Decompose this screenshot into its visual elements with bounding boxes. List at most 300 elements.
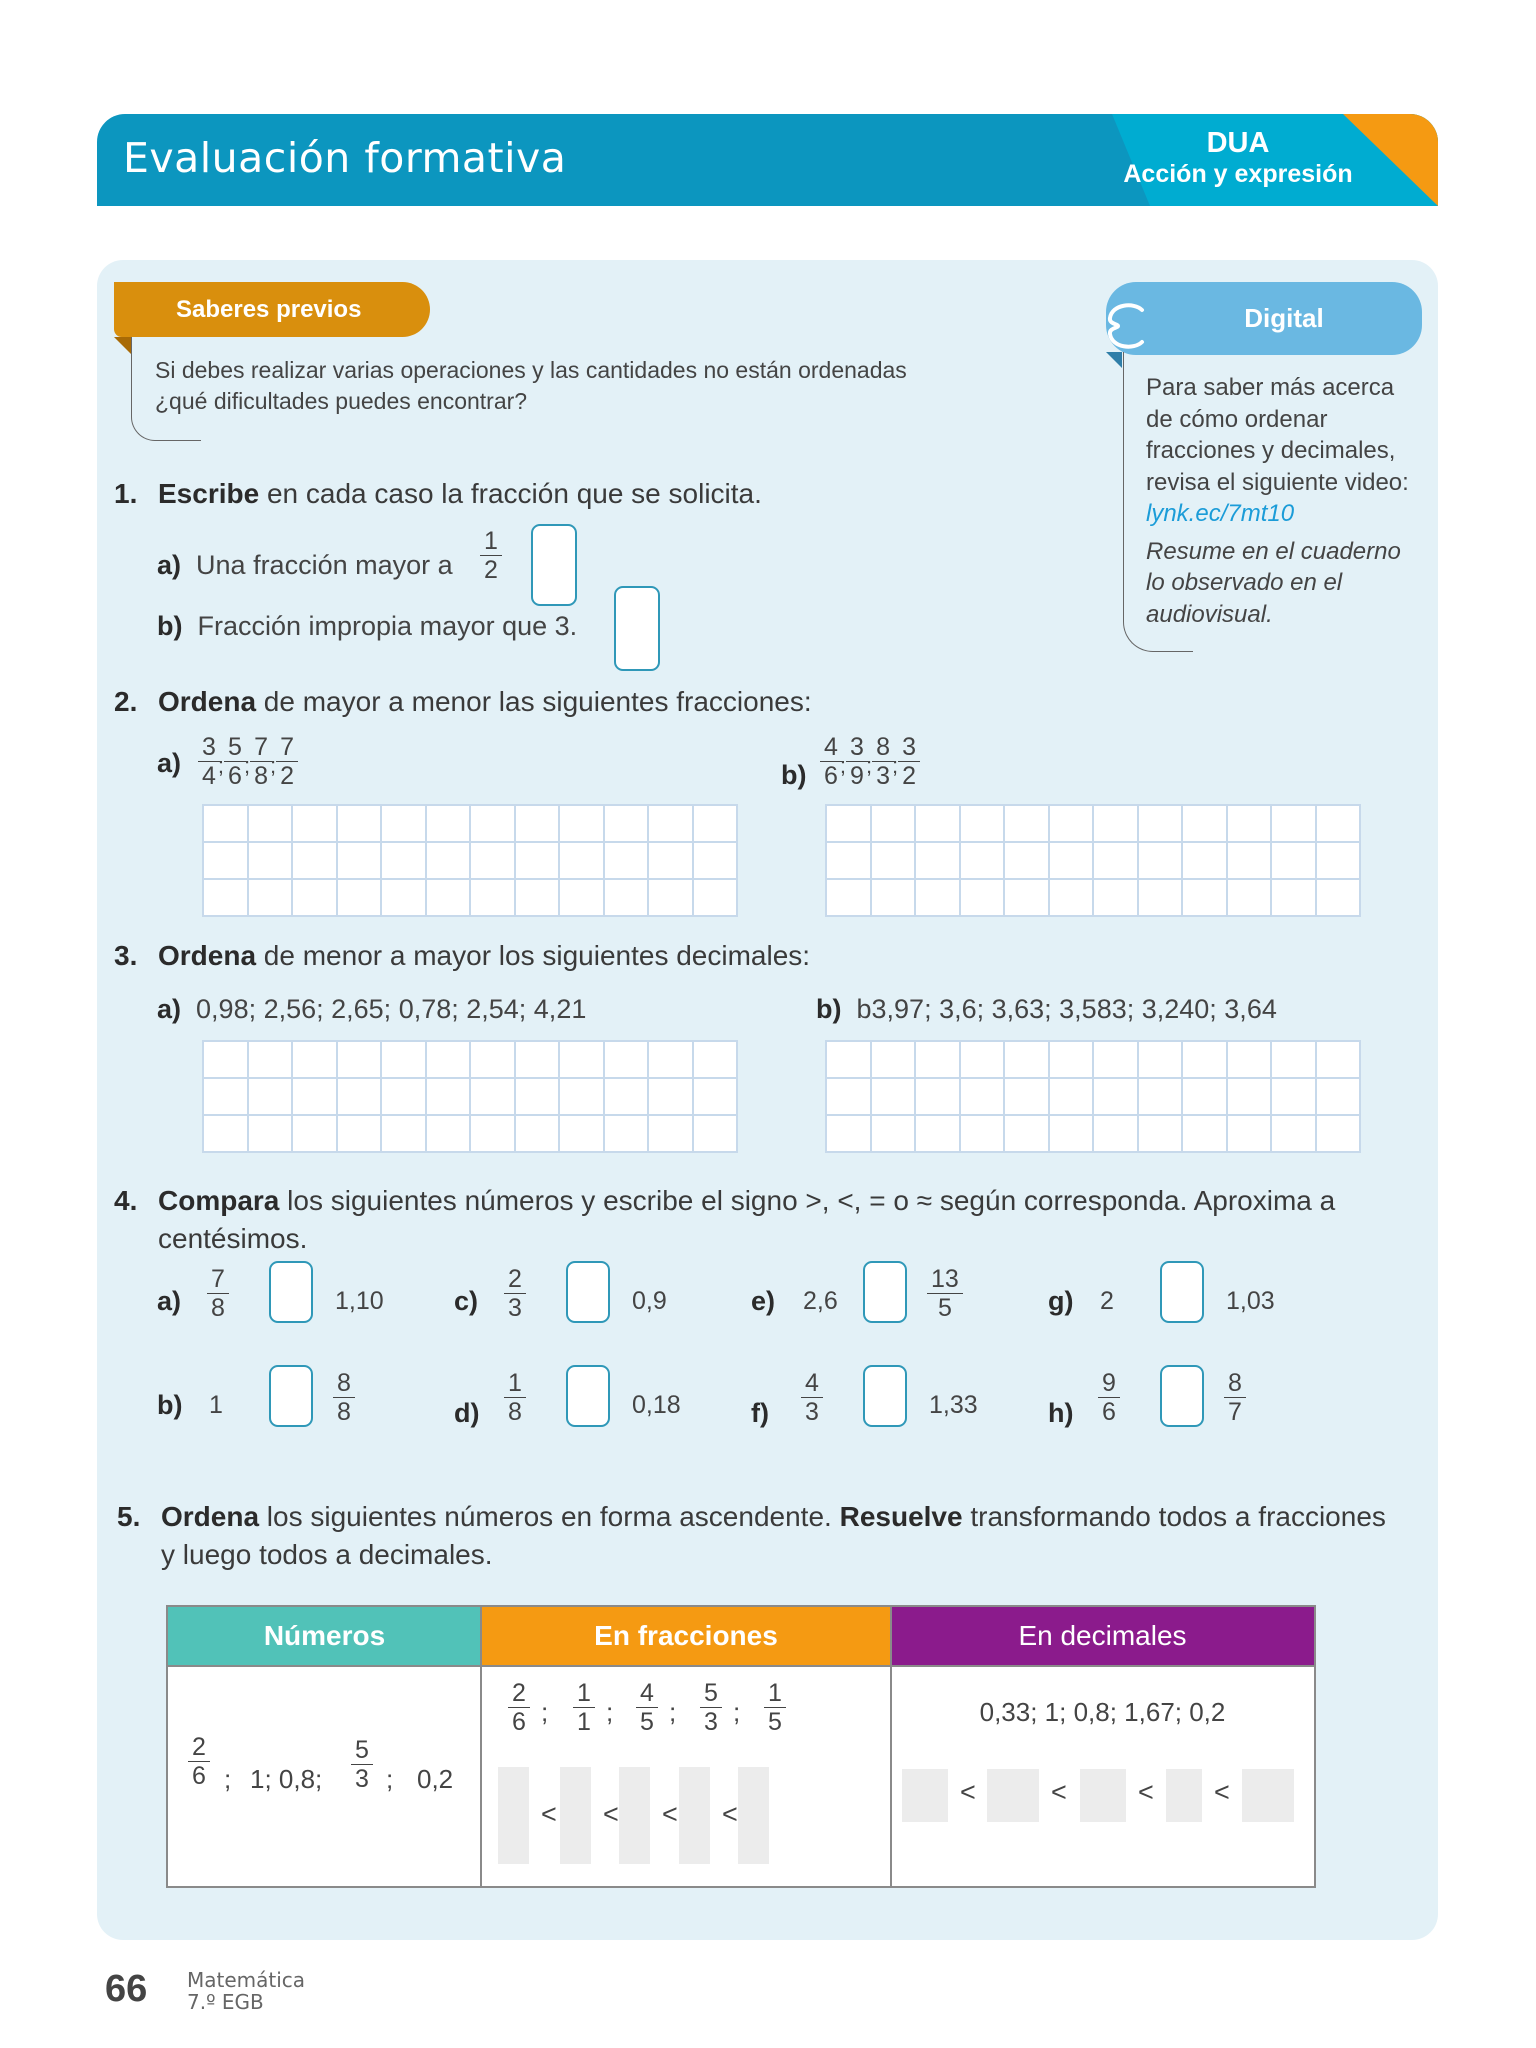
grid-cell[interactable]: [471, 1116, 514, 1151]
grid-cell[interactable]: [1050, 1042, 1093, 1077]
grid-cell[interactable]: [827, 806, 870, 841]
grid-cell[interactable]: [427, 880, 470, 915]
grid-cell[interactable]: [605, 1042, 648, 1077]
grid-cell[interactable]: [1094, 1042, 1137, 1077]
grid-cell[interactable]: [694, 843, 737, 878]
grid-cell[interactable]: [338, 843, 381, 878]
fraction: [504, 1265, 526, 1322]
grid-cell[interactable]: [1272, 843, 1315, 878]
grid-cell[interactable]: [204, 1116, 247, 1151]
grid-cell[interactable]: [872, 806, 915, 841]
dua-label: DUA: [1206, 127, 1270, 159]
numerator: 3: [846, 733, 868, 762]
denominator: 2: [280, 762, 294, 790]
grid-cell[interactable]: [249, 806, 292, 841]
question-5: 5. Ordena los siguientes números en forma ascendente. Resuelve transformando todos a fracciones y luego todos a decimales.: [117, 1501, 1386, 1570]
grid-cell[interactable]: [1050, 1079, 1093, 1114]
answer-slot[interactable]: [560, 1767, 591, 1864]
grid-cell[interactable]: [1005, 1042, 1048, 1077]
answer-slot[interactable]: [1080, 1769, 1126, 1822]
separator: ;: [541, 1697, 549, 1727]
grid-cell[interactable]: [471, 1042, 514, 1077]
grid-cell[interactable]: [872, 1079, 915, 1114]
grid-cell[interactable]: [293, 1116, 336, 1151]
numeros-middle: 1; 0,8;: [250, 1764, 323, 1794]
grid-cell[interactable]: [827, 1042, 870, 1077]
grid-cell[interactable]: [471, 880, 514, 915]
grid-cell[interactable]: [471, 843, 514, 878]
grid-cell[interactable]: [827, 843, 870, 878]
q3-item-b: b) b3,97; 3,6; 3,63; 3,583; 3,240; 3,64: [816, 994, 1277, 1024]
answer-grid[interactable]: [825, 1040, 1361, 1153]
right-value: 1,03: [1226, 1287, 1275, 1315]
separator: ;: [865, 752, 873, 778]
grid-cell[interactable]: [338, 1116, 381, 1151]
answer-slot[interactable]: [902, 1769, 948, 1822]
divider: [168, 1665, 1314, 1667]
denominator: 3: [704, 1708, 718, 1736]
denominator: 6: [1102, 1398, 1116, 1426]
grid-cell[interactable]: [1005, 806, 1048, 841]
grid-cell[interactable]: [1050, 880, 1093, 915]
numerator: 9: [1098, 1369, 1120, 1398]
grid-cell[interactable]: [560, 880, 603, 915]
grid-cell[interactable]: [1139, 843, 1182, 878]
fraction: [801, 1369, 823, 1426]
numerator: 2: [504, 1265, 526, 1294]
grid-cell[interactable]: [1005, 1079, 1048, 1114]
right-value: 0,9: [632, 1287, 667, 1315]
answer-slot[interactable]: [1166, 1769, 1202, 1822]
numeros-last: 0,2: [417, 1764, 454, 1794]
grid-cell[interactable]: [1094, 880, 1137, 915]
grid-cell[interactable]: [516, 806, 559, 841]
separator: ;: [839, 752, 847, 778]
denominator: 5: [640, 1708, 654, 1736]
digital-text: Para saber más acerca de cómo ordenar fracciones y decimales, revisa el siguiente video:: [1146, 374, 1409, 496]
grid-cell[interactable]: [961, 880, 1004, 915]
grid-cell[interactable]: [516, 1042, 559, 1077]
grid-cell[interactable]: [293, 1079, 336, 1114]
grid-cell[interactable]: [916, 1079, 959, 1114]
grid-cell[interactable]: [694, 880, 737, 915]
answer-grid[interactable]: [202, 804, 738, 917]
item-label: b): [157, 1390, 183, 1420]
grid-cell[interactable]: [382, 843, 425, 878]
grid-cell[interactable]: [560, 1042, 603, 1077]
answer-grid[interactable]: [202, 1040, 738, 1153]
grid-cell[interactable]: [649, 1079, 692, 1114]
numerator: 1: [764, 1679, 786, 1708]
grid-cell[interactable]: [560, 806, 603, 841]
saberes-previos-text: Si debes realizar varias operaciones y las cantidades no están ordenadas ¿qué dificultades puedes encontrar?: [155, 357, 907, 414]
grid-cell[interactable]: [382, 1079, 425, 1114]
numerator: 3: [198, 733, 220, 762]
grid-cell[interactable]: [916, 880, 959, 915]
header-numeros: Números: [168, 1607, 481, 1665]
grid-cell[interactable]: [516, 1116, 559, 1151]
numerator: 8: [872, 733, 894, 762]
less-than-sign: <: [603, 1799, 619, 1829]
denominator: 9: [850, 762, 864, 790]
grid-cell[interactable]: [1094, 1116, 1137, 1151]
grid-cell[interactable]: [1094, 806, 1137, 841]
grid-cell[interactable]: [1050, 1116, 1093, 1151]
grid-cell[interactable]: [1050, 843, 1093, 878]
saberes-previos-tab: Saberes previos: [114, 282, 430, 337]
grid-cell[interactable]: [1272, 1116, 1315, 1151]
tab-fold: [1106, 352, 1122, 368]
grid-cell[interactable]: [338, 1079, 381, 1114]
grid-cell[interactable]: [427, 806, 470, 841]
ordering-table: [166, 1605, 1316, 1888]
grid-cell[interactable]: [961, 1079, 1004, 1114]
grid-cell[interactable]: [1228, 806, 1271, 841]
grid-cell[interactable]: [1183, 1042, 1226, 1077]
separator: ;: [733, 1697, 741, 1727]
dua-badge: [1118, 127, 1358, 189]
compare-item: [157, 1258, 447, 1348]
question-1: 1. Escribe en cada caso la fracción que se solicita.: [114, 478, 762, 509]
grid-cell[interactable]: [427, 843, 470, 878]
compare-answer-box[interactable]: [1160, 1261, 1204, 1323]
compare-item: [454, 1258, 744, 1348]
denominator: 8: [211, 1294, 225, 1322]
q2-fractions-a: [198, 733, 298, 790]
answer-slot[interactable]: [679, 1767, 710, 1864]
grid-cell[interactable]: [204, 1079, 247, 1114]
separator: ;: [891, 752, 899, 778]
subject-info: Matemática 7.º EGB: [187, 1968, 306, 2014]
denominator: 4: [202, 762, 216, 790]
item-label: g): [1048, 1286, 1074, 1316]
compare-item: [157, 1362, 447, 1452]
grid-cell[interactable]: [649, 1116, 692, 1151]
grid-cell[interactable]: [293, 880, 336, 915]
denominator: 5: [768, 1708, 782, 1736]
grid-cell[interactable]: [872, 1116, 915, 1151]
fraction: [636, 1679, 658, 1736]
q2-fractions-b: [820, 733, 920, 790]
grid-cell[interactable]: [471, 806, 514, 841]
grid-cell[interactable]: [694, 1116, 737, 1151]
grid-cell[interactable]: [1139, 1116, 1182, 1151]
numerator: 5: [700, 1679, 722, 1708]
fraction: $\frac{5}{3}$: [351, 1736, 373, 1793]
grid-cell[interactable]: [338, 1042, 381, 1077]
answer-slot[interactable]: [619, 1767, 650, 1864]
grid-cell[interactable]: [338, 880, 381, 915]
page-number: 66: [105, 1968, 148, 2010]
grid-cell[interactable]: [249, 1042, 292, 1077]
grid-cell[interactable]: [605, 806, 648, 841]
grid-cell[interactable]: [382, 806, 425, 841]
grid-cell[interactable]: [382, 1042, 425, 1077]
fraction: $\frac{2}{6}$: [188, 1733, 210, 1790]
grid-cell[interactable]: [694, 1079, 737, 1114]
page-title: Evaluación formativa: [123, 134, 567, 182]
grid-cell[interactable]: [1317, 880, 1360, 915]
divider: [480, 1607, 482, 1886]
numerator: 7: [250, 733, 272, 762]
answer-slot[interactable]: [987, 1769, 1039, 1822]
grid-cell[interactable]: [1317, 1079, 1360, 1114]
grid-cell[interactable]: [1317, 843, 1360, 878]
grid-cell[interactable]: [1228, 1116, 1271, 1151]
answer-slot[interactable]: [1242, 1769, 1294, 1822]
denominator: 8: [508, 1398, 522, 1426]
grid-cell[interactable]: [827, 880, 870, 915]
grid-cell[interactable]: [1005, 1116, 1048, 1151]
digital-tab: Digital: [1106, 282, 1422, 355]
grid-cell[interactable]: [560, 843, 603, 878]
fraction: [333, 1369, 355, 1426]
separator: ;: [269, 752, 277, 778]
grid-cell[interactable]: [516, 843, 559, 878]
grid-cell[interactable]: [649, 843, 692, 878]
less-than-sign: <: [960, 1777, 976, 1807]
answer-box[interactable]: [531, 524, 577, 606]
denominator: 3: [508, 1294, 522, 1322]
less-than-sign: <: [1214, 1777, 1230, 1807]
digital-instruction: Resume en el cuaderno lo observado en el audiovisual.: [1146, 537, 1401, 628]
grid-cell[interactable]: [916, 806, 959, 841]
less-than-sign: <: [662, 1799, 678, 1829]
grid-cell[interactable]: [961, 843, 1004, 878]
grid-cell[interactable]: [204, 806, 247, 841]
numerator: 4: [801, 1369, 823, 1398]
numerator: 7: [276, 733, 298, 762]
grid-cell[interactable]: [961, 806, 1004, 841]
grid-cell[interactable]: [1183, 1079, 1226, 1114]
separator: ;: [606, 1697, 614, 1727]
fraction: [1224, 1369, 1246, 1426]
fraction: [250, 733, 272, 790]
item-label: h): [1048, 1398, 1074, 1428]
numerator: 13: [927, 1265, 963, 1294]
less-than-sign: <: [722, 1799, 738, 1829]
numerator: 4: [636, 1679, 658, 1708]
compare-answer-box[interactable]: [863, 1261, 907, 1323]
compare-item: [454, 1362, 744, 1452]
dua-subtitle: Acción y expresión: [1123, 160, 1353, 188]
compare-answer-box[interactable]: [269, 1261, 313, 1323]
question-2: 2. Ordena de mayor a menor las siguientes fracciones:: [114, 686, 812, 717]
header-banner: [97, 114, 1438, 206]
grid-cell[interactable]: [560, 1116, 603, 1151]
denominator: 3: [805, 1398, 819, 1426]
item-label: d): [454, 1398, 480, 1428]
grid-cell[interactable]: [1139, 880, 1182, 915]
item-label: e): [751, 1286, 776, 1316]
grid-cell[interactable]: [249, 880, 292, 915]
numerator: 4: [820, 733, 842, 762]
answer-box[interactable]: [614, 586, 660, 671]
grid-cell[interactable]: [1272, 1079, 1315, 1114]
fraction: [927, 1265, 963, 1322]
answer-slot[interactable]: [498, 1767, 529, 1864]
fraction: [872, 733, 894, 790]
grid-cell[interactable]: [516, 880, 559, 915]
q2-label-a: a): [157, 748, 182, 778]
grid-cell[interactable]: [516, 1079, 559, 1114]
denominator: 5: [937, 1294, 952, 1322]
grid-cell[interactable]: [1272, 880, 1315, 915]
grid-cell[interactable]: [1317, 1042, 1360, 1077]
denominator: 6: [228, 762, 242, 790]
grid-cell[interactable]: [961, 1042, 1004, 1077]
grid-cell[interactable]: [560, 1079, 603, 1114]
grid-cell[interactable]: [382, 1116, 425, 1151]
grid-cell[interactable]: [649, 880, 692, 915]
less-than-sign: <: [541, 1799, 557, 1829]
answer-grid[interactable]: [825, 804, 1361, 917]
q1-item-a: a) Una fracción mayor a: [157, 550, 453, 580]
left-value: 2: [1100, 1287, 1114, 1315]
grid-cell[interactable]: [649, 806, 692, 841]
grid-cell[interactable]: [1228, 843, 1271, 878]
q2-label-b: b): [781, 760, 807, 790]
numerator: 2: [508, 1679, 530, 1708]
numerator: 7: [207, 1265, 229, 1294]
right-value: 1,33: [929, 1391, 978, 1419]
right-value: 1,10: [335, 1287, 384, 1315]
grid-cell[interactable]: [1183, 843, 1226, 878]
grid-cell[interactable]: [1050, 806, 1093, 841]
compare-answer-box[interactable]: [269, 1365, 313, 1427]
grid-cell[interactable]: [916, 843, 959, 878]
grid-cell[interactable]: [649, 1042, 692, 1077]
grid-cell[interactable]: [204, 843, 247, 878]
denominator: 8: [337, 1398, 351, 1426]
grid-cell[interactable]: [872, 843, 915, 878]
grid-cell[interactable]: [249, 1079, 292, 1114]
header-decimales: En decimales: [891, 1607, 1314, 1665]
denominator: 6: [512, 1708, 526, 1736]
decimales-list: 0,33; 1; 0,8; 1,67; 0,2: [979, 1697, 1226, 1727]
grid-cell[interactable]: [471, 1079, 514, 1114]
grid-cell[interactable]: [1272, 806, 1315, 841]
grid-cell[interactable]: [605, 880, 648, 915]
grid-cell[interactable]: [694, 806, 737, 841]
compare-answer-box[interactable]: [863, 1365, 907, 1427]
separator: ;: [217, 752, 225, 778]
grid-cell[interactable]: [694, 1042, 737, 1077]
grid-cell[interactable]: [1005, 880, 1048, 915]
denominator: 6: [824, 762, 838, 790]
link-c-icon: [1104, 300, 1154, 352]
separator: ;: [386, 1764, 394, 1794]
grid-cell[interactable]: [1183, 1116, 1226, 1151]
grid-cell[interactable]: [249, 1116, 292, 1151]
compare-answer-box[interactable]: [566, 1365, 610, 1427]
fraction: [1098, 1369, 1120, 1426]
grid-cell[interactable]: [1317, 1116, 1360, 1151]
grid-cell[interactable]: [1094, 843, 1137, 878]
fraction: [224, 733, 246, 790]
grid-cell[interactable]: [1228, 880, 1271, 915]
less-than-sign: <: [1138, 1777, 1154, 1807]
divider: [890, 1607, 892, 1886]
header-fracciones: En fracciones: [481, 1607, 891, 1665]
fraction: [276, 733, 298, 790]
grid-cell[interactable]: [293, 806, 336, 841]
fraction: [898, 733, 920, 790]
grid-cell[interactable]: [204, 880, 247, 915]
grid-cell[interactable]: [1139, 1042, 1182, 1077]
compare-item: [1048, 1362, 1338, 1452]
grid-cell[interactable]: [1005, 843, 1048, 878]
q1-item-b: b) Fracción impropia mayor que 3.: [157, 611, 578, 641]
numerator: 5: [224, 733, 246, 762]
grid-cell[interactable]: [1317, 806, 1360, 841]
grid-cell[interactable]: [1228, 1079, 1271, 1114]
fraction: [207, 1265, 229, 1322]
grid-cell[interactable]: [605, 843, 648, 878]
grid-cell[interactable]: [427, 1079, 470, 1114]
compare-answer-box[interactable]: [1160, 1365, 1204, 1427]
answer-slot[interactable]: [738, 1767, 769, 1864]
grid-cell[interactable]: [1272, 1042, 1315, 1077]
right-value: 0,18: [632, 1391, 681, 1419]
grid-cell[interactable]: [249, 843, 292, 878]
compare-answer-box[interactable]: [566, 1261, 610, 1323]
denominator: 3: [876, 762, 890, 790]
grid-cell[interactable]: [1228, 1042, 1271, 1077]
grid-cell[interactable]: [1094, 1079, 1137, 1114]
grid-cell[interactable]: [427, 1042, 470, 1077]
denominator: 8: [254, 762, 268, 790]
grid-cell[interactable]: [605, 1116, 648, 1151]
grid-cell[interactable]: [916, 1042, 959, 1077]
grid-cell[interactable]: [293, 843, 336, 878]
numerator: 8: [333, 1369, 355, 1398]
grid-cell[interactable]: [382, 880, 425, 915]
grid-cell[interactable]: [427, 1116, 470, 1151]
grid-cell[interactable]: [916, 1116, 959, 1151]
numerator: 8: [1224, 1369, 1246, 1398]
denominator: 1: [577, 1708, 591, 1736]
denominator: 7: [1228, 1398, 1242, 1426]
grid-cell[interactable]: [872, 1042, 915, 1077]
question-4: 4. Compara los siguientes números y escribe el signo >, <, = o ≈ según corresponda. Aproxima a centésimos.: [114, 1185, 1336, 1254]
grid-cell[interactable]: [961, 1116, 1004, 1151]
grid-cell[interactable]: [605, 1079, 648, 1114]
grid-cell[interactable]: [1139, 1079, 1182, 1114]
grid-cell[interactable]: [827, 1116, 870, 1151]
fraction: [508, 1679, 530, 1736]
q3-item-a: a) 0,98; 2,56; 2,65; 0,78; 2,54; 4,21: [157, 994, 587, 1024]
less-than-sign: <: [1051, 1777, 1067, 1807]
compare-item: [1048, 1258, 1338, 1348]
video-link[interactable]: lynk.ec/7mt10: [1146, 500, 1295, 527]
fraction: [573, 1679, 595, 1736]
separator: ;: [243, 752, 251, 778]
compare-item: [751, 1362, 1041, 1452]
grid-cell[interactable]: [872, 880, 915, 915]
grid-cell[interactable]: [204, 1042, 247, 1077]
numerator: 3: [898, 733, 920, 762]
grid-cell[interactable]: [1139, 806, 1182, 841]
grid-cell[interactable]: [1183, 880, 1226, 915]
grid-cell[interactable]: [1183, 806, 1226, 841]
grid-cell[interactable]: [293, 1042, 336, 1077]
fraction: [700, 1679, 722, 1736]
grid-cell[interactable]: [338, 806, 381, 841]
grid-cell[interactable]: [827, 1079, 870, 1114]
digital-body: [1146, 372, 1426, 630]
item-label: c): [454, 1286, 479, 1316]
